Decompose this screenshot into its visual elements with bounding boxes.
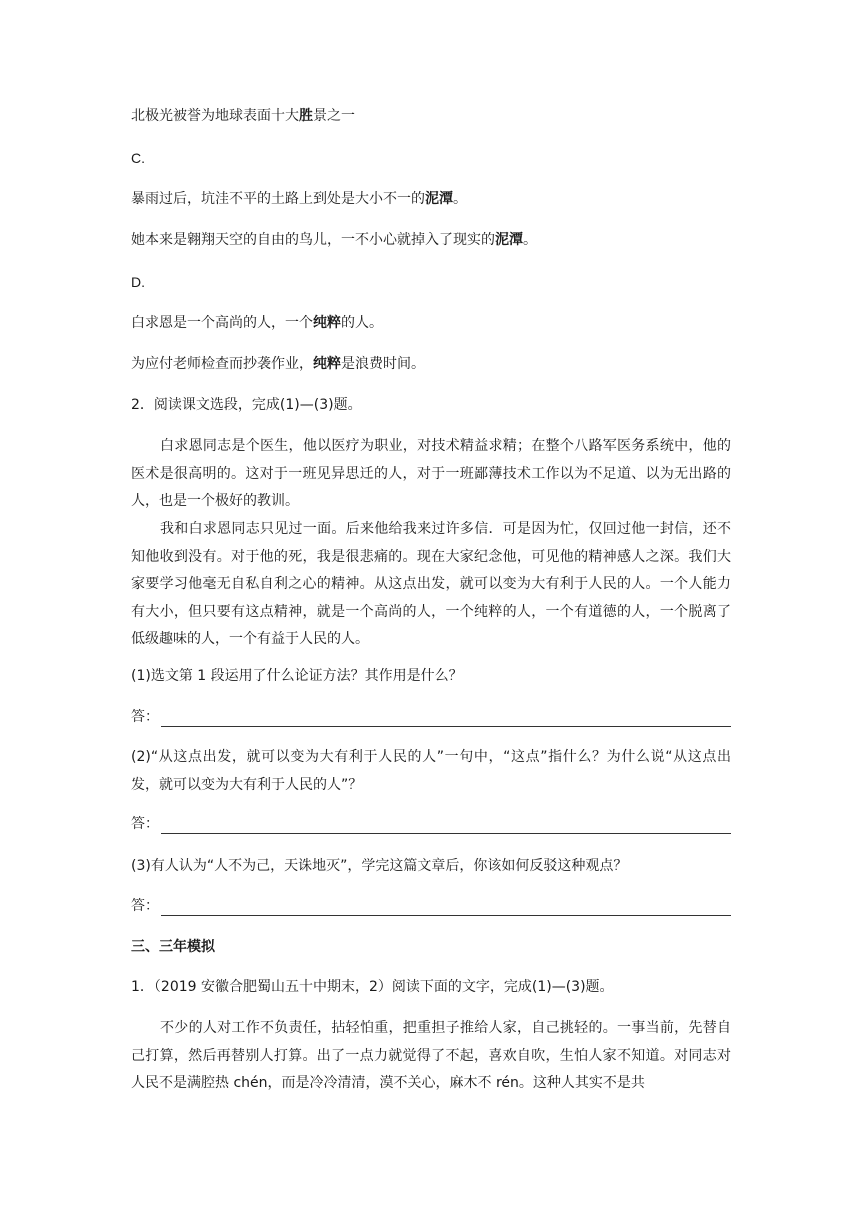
option-b-example-2	[131, 106, 355, 126]
answer-label: 答：	[131, 709, 159, 725]
text-segment: 为应付老师检查而抄袭作业，	[131, 356, 313, 372]
sub-question-3: (3)有人认为“人不为己，天诛地灭”，学完这篇文章后，你该如何反驳这种观点？	[131, 858, 628, 874]
answer-label: 答：	[131, 898, 159, 914]
option-c-example-2	[131, 230, 537, 250]
section3-question-1-title: 1．（2019 安徽合肥蜀山五十中期末，2）阅读下面的文字，完成(1)—(3)题。	[131, 979, 614, 995]
text-segment: 的人。	[341, 315, 383, 331]
text-segment: 。	[453, 191, 467, 207]
answer-label: 答：	[131, 816, 159, 832]
passage2-paragraph: 不少的人对工作不负责任，拈轻怕重，把重担子推给人家，自己挑轻的。一事当前，先替自己打算，然后再替别人打算。出了一点力就觉得了不起，喜欢自吹，生怕人家不知道。对同志对人民不是满腔热 chén，而是冷冷清清，漠不关心，麻木不 rén。这种人其实不是共	[131, 1020, 731, 1092]
text-segment: 白求恩是一个高尚的人，一个	[131, 315, 313, 331]
text-segment: 北极光被誉为地球表面十大	[131, 108, 299, 124]
sub-question-1: (1)选文第 1 段运用了什么论证方法？其作用是什么？	[131, 668, 463, 684]
bold-keyword: 纯粹	[313, 315, 341, 331]
bold-keyword: 胜	[299, 108, 313, 124]
passage-paragraph-1: 白求恩同志是个医生，他以医疗为职业，对技术精益求精；在整个八路军医务系统中，他的医术是很高明的。这对于一班见异思迁的人，对于一班鄙薄技术工作以为不足道、以为无出路的人，也是一个极好的教训。	[131, 438, 731, 510]
option-d-label: D.	[131, 274, 145, 290]
answer-line-2	[131, 814, 731, 834]
text-segment: 。	[523, 232, 537, 248]
sub-question-2: (2)“从这点出发，就可以变为大有利于人民的人”一句中，“这点”指什么？为什么说“从这点出发，就可以变为大有利于人民的人”？	[131, 749, 731, 793]
section-heading: 三、三年模拟	[131, 939, 215, 955]
option-d-example-2	[131, 354, 425, 374]
bold-keyword: 泥潭	[425, 191, 453, 207]
option-c-label: C.	[131, 150, 145, 166]
passage-paragraph-2: 我和白求恩同志只见过一面。后来他给我来过许多信．可是因为忙，仅回过他一封信，还不知他收到没有。对于他的死，我是很悲痛的。现在大家纪念他，可见他的精神感人之深。我们大家要学习他毫无自私自利之心的精神。从这点出发，就可以变为大有利于人民的人。一个人能力有大小，但只要有这点精神，就是一个高尚的人，一个纯粹的人，一个有道德的人，一个脱离了低级趣味的人，一个有益于人民的人。	[131, 521, 731, 648]
option-c-example-1	[131, 189, 467, 209]
text-segment: 是浪费时间。	[341, 356, 425, 372]
answer-blank[interactable]	[161, 710, 731, 727]
answer-blank[interactable]	[161, 817, 731, 834]
bold-keyword: 纯粹	[313, 356, 341, 372]
text-segment: 她本来是翱翔天空的自由的鸟儿，一不小心就掉入了现实的	[131, 232, 495, 248]
answer-line-1	[131, 707, 731, 727]
text-segment: 景之一	[313, 108, 355, 124]
text-segment: 暴雨过后，坑洼不平的土路上到处是大小不一的	[131, 191, 425, 207]
bold-keyword: 泥潭	[495, 232, 523, 248]
answer-blank[interactable]	[161, 899, 731, 916]
answer-line-3	[131, 896, 731, 916]
option-d-example-1	[131, 313, 383, 333]
question-2-title: 2．阅读课文选段，完成(1)—(3)题。	[131, 397, 362, 413]
